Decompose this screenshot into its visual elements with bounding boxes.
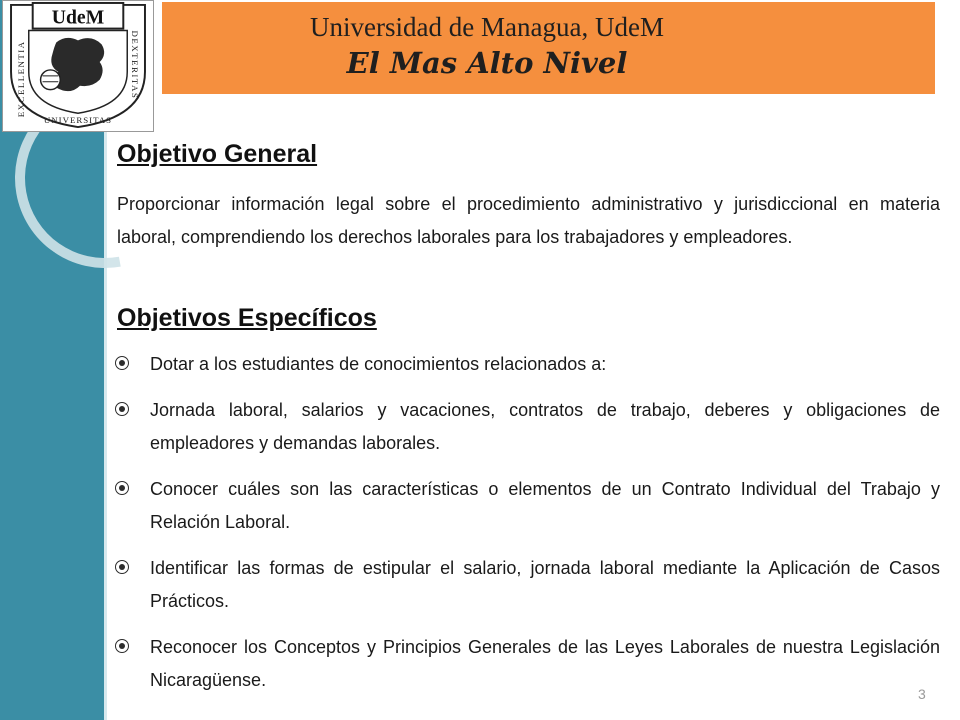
list-item-text: Identificar las formas de estipular el salario, jornada laboral mediante la Aplicación de Casos Prácticos.	[150, 558, 940, 611]
logo-left-word: EXCELLENTIA	[15, 40, 26, 118]
list-item	[117, 473, 940, 539]
bullet-icon	[115, 560, 129, 574]
list-item-text: Dotar a los estudiantes de conocimientos relacionados a:	[150, 354, 607, 374]
page-number: 3	[918, 686, 926, 702]
specific-objectives-list	[117, 348, 940, 710]
crest-icon	[3, 1, 153, 131]
general-objective-heading: Objetivo General	[117, 140, 318, 168]
bullet-icon	[115, 402, 129, 416]
list-item-text: Reconocer los Conceptos y Principios Generales de las Leyes Laborales de nuestra Legislación Nicaragüense.	[150, 637, 940, 690]
list-item-text: Conocer cuáles son las características o elementos de un Contrato Individual del Trabajo y Relación Laboral.	[150, 479, 940, 532]
university-logo	[2, 0, 154, 132]
general-objective-text: Proporcionar información legal sobre el procedimiento administrativo y jurisdiccional en materia laboral, comprendiendo los derechos laborales para los trabajadores y empleadores.	[117, 194, 940, 247]
list-item-text: Jornada laboral, salarios y vacaciones, contratos de trabajo, deberes y obligaciones de empleadores y demandas laborales.	[150, 400, 940, 453]
list-item	[117, 552, 940, 618]
list-item	[117, 631, 940, 697]
logo-monogram: UdeM	[51, 6, 105, 29]
bullet-icon	[115, 639, 129, 653]
slide-subtitle: El Mas Alto Nivel	[346, 46, 628, 80]
specific-objectives-heading: Objetivos Específicos	[117, 304, 377, 332]
slide-title: Universidad de Managua, UdeM	[310, 12, 664, 42]
logo-bottom-word: UNIVERSITAS	[43, 115, 113, 126]
bullet-icon	[115, 481, 129, 495]
list-item	[117, 348, 940, 381]
bullet-icon	[115, 356, 129, 370]
list-item	[117, 394, 940, 460]
logo-right-word: DEXTERITAS	[130, 30, 141, 100]
